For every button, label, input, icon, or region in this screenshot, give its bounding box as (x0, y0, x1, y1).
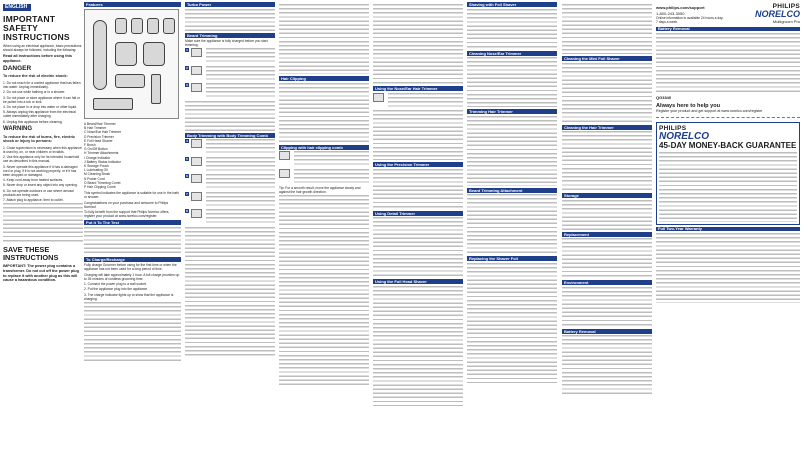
body-text-block (185, 227, 275, 357)
body-text-block (467, 9, 557, 49)
danger-item: 3. Do not place or store appliance where it can fall or be pulled into a tub or sink. (3, 95, 80, 104)
safety-intro: When using an electrical appliance, basic precautions should always be followed, including the following: (3, 44, 82, 53)
charge-item: 3. The charge indicator lights up to show that the appliance is charging. (84, 292, 174, 301)
danger-item: 1. Do not reach for a corded appliance that has fallen into water. Unplug immediately. (3, 80, 81, 90)
detail-trimmer-heading: Using Detail Trimmer (373, 211, 463, 216)
body-text-block (659, 152, 797, 222)
instruction-step: 5 (185, 157, 275, 173)
foil-shaver-heading: Using the Foil Head Shaver (373, 279, 463, 284)
danger-item: 4. Do not place in or drop into water or other liquid. (3, 105, 78, 109)
online-note: Online information is available 24 hours a day, 7 days a week. (656, 16, 724, 25)
trimmer-head-image (147, 18, 159, 34)
body-text-block (84, 302, 181, 362)
danger-item: 5. Always unplug this appliance from the electrical outlet immediately after charging. (3, 110, 76, 119)
norelco-logo: NORELCO (755, 9, 800, 19)
feature-item: O Beard Trimming Comb (84, 180, 121, 185)
body-text-block (279, 195, 369, 385)
trimming-hair-heading: Trimming Hair Trimmer (467, 109, 557, 114)
groomer-handle-image (93, 20, 107, 90)
battery-removal-bar: Battery Removal (656, 27, 800, 31)
feature-item: B Hair Trimmer (84, 126, 107, 131)
instruction-step: 6 (185, 174, 275, 190)
body-text-block (279, 4, 369, 74)
feature-item: J Battery Status Indicator (84, 159, 121, 164)
beard-tip: Make sure the appliance is fully charged before you start trimming. (185, 39, 268, 48)
body-text-block (373, 217, 463, 277)
beard-attachment-heading: Beard Trimming Attachment (467, 188, 557, 193)
back-cover-column (656, 0, 800, 456)
cleaning-column (562, 0, 652, 456)
danger-item: 2. Do not use while bathing or in a shower. (3, 90, 66, 95)
register-text: To fully benefit from the support that Philips Norelco offers, register your product at www.norelco.com/register. (84, 210, 170, 219)
clip-comb-heading: Clipping with hair clipping comb (279, 145, 369, 150)
cleaning-hair-heading: Cleaning the Hair Trimmer (562, 125, 652, 130)
step-image (279, 169, 290, 178)
important-note: IMPORTANT: The power plug contains a transformer. Do not cut off the power plug to replace it with another plug as this will cause a hazardous condition. (3, 264, 79, 283)
trimmer-head-image (131, 18, 143, 34)
instruction-step: 3 (185, 83, 275, 99)
warning-heading: WARNING (3, 125, 32, 132)
feature-item: P Hair Clipping Comb (84, 185, 116, 190)
feature-item: F Brush (84, 143, 96, 148)
step-image (191, 83, 202, 92)
feature-item: M Cleaning Brush (84, 172, 111, 177)
body-text-block (373, 169, 463, 209)
warranty-bar: Full Two-Year Warranty (656, 227, 800, 231)
pouch-image (115, 74, 145, 88)
instruction-step: 4 (185, 139, 275, 155)
warning-item: 6. Do not operate outdoors or use where aerosol products are being used. (3, 188, 74, 197)
warning-item: 7. Attach plug to appliance, then to outlet. (3, 198, 64, 203)
body-text-block (562, 335, 652, 395)
body-text-block (373, 4, 463, 84)
feature-item: L Lubricating Oil (84, 168, 108, 173)
step-image (191, 192, 202, 201)
instruction-step (373, 93, 463, 109)
warning-item: 2. Use this appliance only for its intended household use as described in this manual. (3, 155, 80, 164)
body-text-block (562, 287, 652, 327)
instruction-step: 7 (185, 192, 275, 208)
clip-tip: Tip: For a smooth result, move the appliance slowly and against the hair growth direction. (279, 186, 361, 195)
safety-column (3, 0, 83, 456)
turbo-heading: Turbo Power (185, 2, 275, 7)
replacement-heading: Replacement (562, 232, 652, 237)
body-text-block (3, 203, 83, 243)
comb-image (115, 42, 137, 66)
brush-image (151, 74, 161, 104)
hair-clipping-column (279, 0, 369, 456)
body-text-block (467, 116, 557, 186)
warning-item: 1. Close supervision is necessary when this appliance is used by, on, or near children or invalids. (3, 145, 82, 155)
brand-header (656, 3, 800, 25)
body-text-block (656, 233, 800, 303)
cleaning-nose-heading: Cleaning Nose/Ear Trimmer (467, 51, 557, 56)
charge-item: 1. Connect the power plug to a wall socket. (84, 281, 147, 286)
body-text-block (373, 110, 463, 160)
charge-item: Fully charge Groomer before using for the first time or when the appliance has not been used for a long period of time. (84, 263, 177, 272)
features-column (84, 0, 181, 456)
environment-heading: Environment (562, 280, 652, 285)
philips-logo: PHILIPS (659, 124, 687, 132)
read-instructions: Read all instructions before using this appliance. (3, 54, 72, 63)
trimmer-head-image (115, 18, 127, 34)
norelco-logo: NORELCO (659, 130, 709, 142)
instruction-step (279, 151, 369, 167)
body-text-block (467, 194, 557, 254)
trimmer-use-column (373, 0, 463, 456)
step-image (191, 48, 202, 57)
shaving-column (467, 0, 557, 456)
instruction-step: 1 (185, 48, 275, 64)
replace-foil-heading: Replacing the Shaver Foil (467, 256, 557, 261)
cut-line (656, 117, 800, 118)
nose-trimmer-heading: Using the Nose/Ear Hair Trimmer (373, 86, 463, 91)
language-tab: ENGLISH (3, 4, 31, 11)
feature-item: H Trimmer Attachments (84, 151, 119, 156)
body-trim-heading: Body Trimming with Body Trimming Comb (185, 133, 275, 138)
cleaning-foil-heading: Cleaning the Mini Foil Shaver (562, 56, 652, 61)
bath-symbol-note: This symbol indicates the appliance is suitable for use in the bath or shower. (84, 191, 179, 200)
brand-block (755, 3, 800, 24)
body-text-block (562, 238, 652, 278)
body-text-block (467, 57, 557, 107)
step-image (191, 174, 202, 183)
feature-item: I Charge Indicator (84, 155, 111, 160)
shaving-heading: Shaving with Foil Shaver (467, 2, 557, 7)
trimming-column (185, 0, 275, 456)
body-text-block (185, 9, 275, 31)
beard-heading: Beard Trimming (185, 33, 275, 38)
feature-item: G On/Off Button (84, 147, 108, 152)
charge-item: Charging will take approximately 1 hour. A full charge provides up to 35 minutes of cordless grooming time. (84, 272, 180, 281)
feature-item: D Precision Trimmer (84, 134, 114, 139)
danger-item: 6. Unplug this appliance before cleaning. (3, 119, 63, 124)
adapter-image (93, 98, 133, 110)
body-text-block (467, 263, 557, 383)
charge-heading: To Charge/Recharge (84, 257, 181, 262)
warning-item: 5. Never drop or insert any object into any opening. (3, 183, 78, 188)
product-name: Multigroom Pro (772, 19, 800, 24)
product-illustration (84, 9, 179, 119)
put-test-heading: Put it To The Test (84, 220, 181, 225)
danger-subheading: To reduce the risk of electric shock: (3, 74, 68, 79)
instruction-step (279, 169, 369, 185)
instruction-step: 8 (185, 209, 275, 225)
body-text-block (84, 227, 181, 255)
save-heading: SAVE THESE INSTRUCTIONS (3, 245, 59, 263)
tagline: Always here to help you (656, 103, 721, 110)
body-text-block (373, 286, 463, 406)
warning-item: 4. Keep cord away from heated surfaces. (3, 178, 64, 183)
step-image (373, 93, 384, 102)
support-block (656, 3, 726, 25)
guarantee-title: 45-DAY MONEY-BACK GUARANTEE (659, 140, 797, 150)
safety-title: IMPORTANT SAFETY INSTRUCTIONS (3, 14, 70, 42)
body-text-block (185, 101, 275, 131)
features-heading: Features (84, 2, 181, 7)
guarantee-box (656, 122, 800, 226)
step-image (191, 157, 202, 166)
step-image (191, 139, 202, 148)
danger-heading: DANGER (3, 65, 32, 73)
support-url: www.philips.com/support (656, 5, 705, 10)
feature-item: C Nose/Ear Hair Trimmer (84, 130, 122, 135)
step-image (279, 151, 290, 160)
warning-item: 3. Never operate this appliance if it has a damaged cord or plug, if it is not working properly, or if it has been dropped or damaged. (3, 164, 78, 177)
body-text-block (562, 4, 652, 54)
congrats-text: Congratulations on your purchase and welcome to Philips Norelco! (84, 200, 169, 209)
body-text-block (656, 33, 800, 93)
features-list (84, 122, 181, 189)
precision-heading: Using the Precision Trimmer (373, 162, 463, 167)
step-image (191, 66, 202, 75)
feature-item: K Storage Pouch (84, 164, 109, 169)
trimmer-head-image (163, 18, 175, 34)
body-text-block (562, 200, 652, 230)
feature-item: N Power Cord (84, 176, 105, 181)
support-phone: 1-800-243-3050 (656, 11, 685, 16)
charge-item: 2. Put the appliance plug into the appliance. (84, 287, 148, 292)
comb-image (143, 42, 165, 66)
step-image (191, 209, 202, 218)
body-text-block (562, 131, 652, 191)
feature-item: A Beard/Hair Trimmer (84, 122, 116, 126)
body-text-block (279, 83, 369, 143)
storage-heading: Storage (562, 193, 652, 198)
body-text-block (562, 63, 652, 123)
model-number: QG3340 (656, 95, 672, 101)
warning-subheading: To reduce the risk of burns, fire, electric shock or injury to persons: (3, 134, 76, 144)
hair-clipping-heading: Hair Clipping (279, 76, 369, 81)
instruction-step: 2 (185, 66, 275, 82)
feature-item: E Foil Head Shaver (84, 138, 113, 143)
philips-logo: PHILIPS (772, 3, 800, 10)
battery-removal-heading: Battery Removal (562, 329, 652, 334)
register-url: Register your product and get support at www.norelco.com/register (656, 109, 763, 114)
